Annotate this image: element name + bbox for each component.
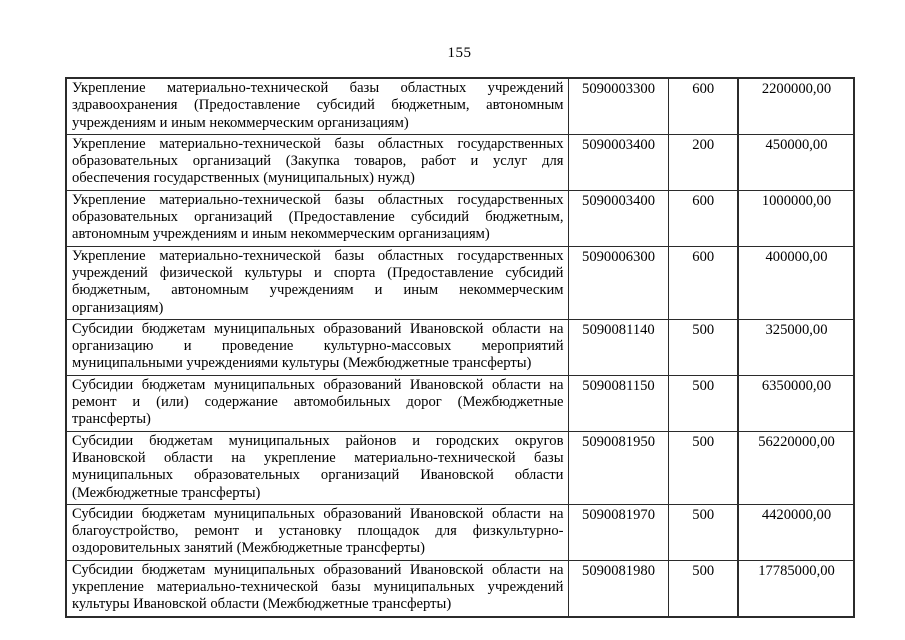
row-code: 5090081140 [568, 319, 668, 375]
row-amount: 6350000,00 [738, 375, 854, 431]
row-code: 5090003400 [568, 134, 668, 190]
table-row [66, 375, 854, 431]
table-row [66, 431, 854, 504]
row-amount: 1000000,00 [738, 190, 854, 246]
row-expense-type: 500 [668, 319, 738, 375]
row-amount: 325000,00 [738, 319, 854, 375]
row-code: 5090081950 [568, 431, 668, 504]
row-name: Субсидии бюджетам муниципальных образований Ивановской области на укрепление материально-технической базы муниципальных учреждений культуры Ивановской области (Межбюджетные трансферты) [66, 560, 568, 616]
table-row [66, 560, 854, 616]
row-code: 5090081970 [568, 504, 668, 560]
row-name: Субсидии бюджетам муниципальных районов и городских округов Ивановской области на укрепление материально-технической базы муниципальных образовательных организаций Ивановской области (Межбюджетные трансферты) [66, 431, 568, 504]
table-row [66, 78, 854, 134]
row-expense-type: 600 [668, 246, 738, 319]
row-expense-type: 600 [668, 78, 738, 134]
row-name: Укрепление материально-технической базы областных государственных образовательных организаций (Закупка товаров, работ и услуг для обеспечения государственных (муниципальных) нужд) [66, 134, 568, 190]
row-expense-type: 500 [668, 431, 738, 504]
row-name: Субсидии бюджетам муниципальных образований Ивановской области на организацию и проведение культурно-массовых мероприятий муниципальными учреждениями культуры (Межбюджетные трансферты) [66, 319, 568, 375]
table-row [66, 319, 854, 375]
row-expense-type: 500 [668, 560, 738, 616]
row-expense-type: 500 [668, 375, 738, 431]
table-row [66, 134, 854, 190]
row-amount: 4420000,00 [738, 504, 854, 560]
row-name: Укрепление материально-технической базы областных учреждений здравоохранения (Предоставление субсидий бюджетным, автономным учреждениям и иным некоммерческим организациям) [66, 78, 568, 134]
page-number: 155 [447, 45, 472, 61]
row-amount: 56220000,00 [738, 431, 854, 504]
row-name: Укрепление материально-технической базы областных государственных образовательных организаций (Предоставление субсидий бюджетным, автономным учреждениям и иным некоммерческим организациям) [66, 190, 568, 246]
row-amount: 17785000,00 [738, 560, 854, 616]
row-name: Укрепление материально-технической базы областных государственных учреждений физической культуры и спорта (Предоставление субсидий бюджетным, автономным учреждениям и иным некоммерческим организациям) [66, 246, 568, 319]
row-code: 5090003300 [568, 78, 668, 134]
row-code: 5090006300 [568, 246, 668, 319]
row-amount: 400000,00 [738, 246, 854, 319]
table-row [66, 504, 854, 560]
row-expense-type: 600 [668, 190, 738, 246]
table-row [66, 246, 854, 319]
table-row [66, 190, 854, 246]
row-amount: 450000,00 [738, 134, 854, 190]
row-code: 5090003400 [568, 190, 668, 246]
row-code: 5090081150 [568, 375, 668, 431]
row-name: Субсидии бюджетам муниципальных образований Ивановской области на ремонт и (или) содержание автомобильных дорог (Межбюджетные трансферты) [66, 375, 568, 431]
row-expense-type: 500 [668, 504, 738, 560]
row-code: 5090081980 [568, 560, 668, 616]
row-name: Субсидии бюджетам муниципальных образований Ивановской области на благоустройство, ремонт и установку площадок для физкультурно-оздоровительных занятий (Межбюджетные трансферты) [66, 504, 568, 560]
row-expense-type: 200 [668, 134, 738, 190]
budget-appropriations-table [65, 77, 855, 618]
row-amount: 2200000,00 [738, 78, 854, 134]
